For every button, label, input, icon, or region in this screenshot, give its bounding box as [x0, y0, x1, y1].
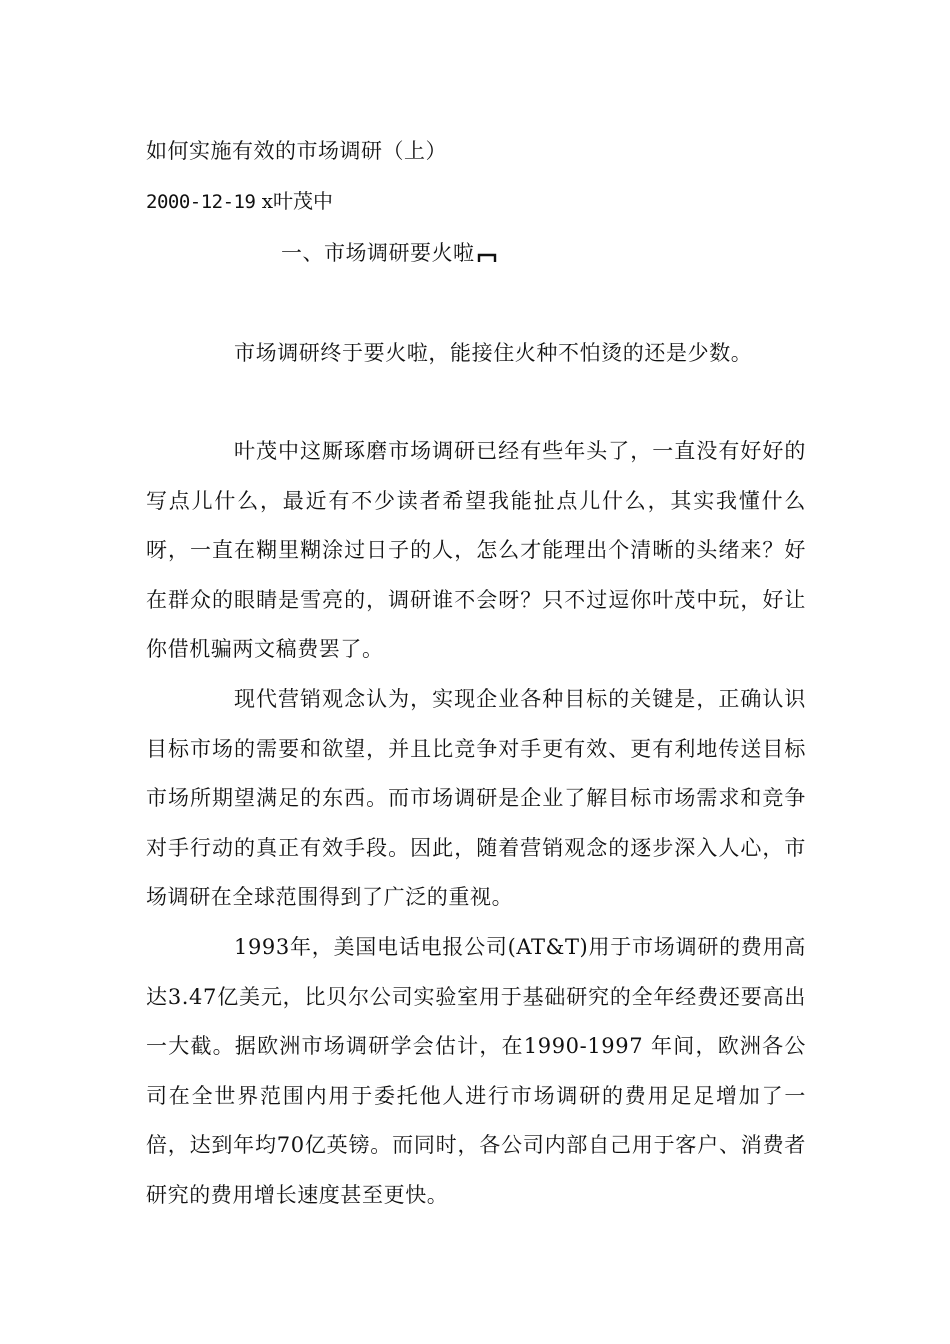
paragraph: 叶茂中这厮琢磨市场调研已经有些年头了，一直没有好好的写点儿什么，最近有不少读者希望我能扯点儿什么，其实我懂什么呀，一直在糊里糊涂过日子的人，怎么才能理出个清晰的头绪来？好在群众的眼睛是雪亮的，调研谁不会呀？只不过逗你叶茂中玩，好让你借机骗两文稿费罢了。 — [146, 439, 806, 662]
author-name: 叶茂中 — [273, 189, 334, 213]
publish-date: 2000-12-19 — [146, 191, 256, 213]
section-heading-text: 一、市场调研要火啦 — [281, 241, 475, 265]
section-heading — [281, 238, 497, 268]
byline — [146, 186, 333, 217]
document-title: 如何实施有效的市场调研（上） — [146, 139, 447, 163]
bracket-mark-icon — [477, 250, 497, 264]
author-prefix: x — [261, 189, 274, 213]
paragraph: 现代营销观念认为，实现企业各种目标的关键是，正确认识目标市场的需要和欲望，并且比竞争对手更有效、更有利地传送目标市场所期望满足的东西。而市场调研是企业了解目标市场需求和竞争对手行动的真正有效手段。因此，随着营销观念的逐步深入人心，市场调研在全球范围得到了广泛的重视。 — [146, 687, 806, 910]
paragraph: 市场调研终于要火啦，能接住火种不怕烫的还是少数。 — [234, 341, 753, 365]
paragraph: 1993年，美国电话电报公司(AT&T)用于市场调研的费用高达3.47亿美元，比贝尔公司实验室用于基础研究的全年经费还要高出一大截。据欧洲市场调研学会估计，在1990-1997 年间，欧洲各公司在全世界范围内用于委托他人进行市场调研的费用足足增加了一倍，达到年均70亿英镑。而同时，各公司内部自己用于客户、消费者研究的费用增长速度甚至更快。 — [146, 935, 806, 1207]
